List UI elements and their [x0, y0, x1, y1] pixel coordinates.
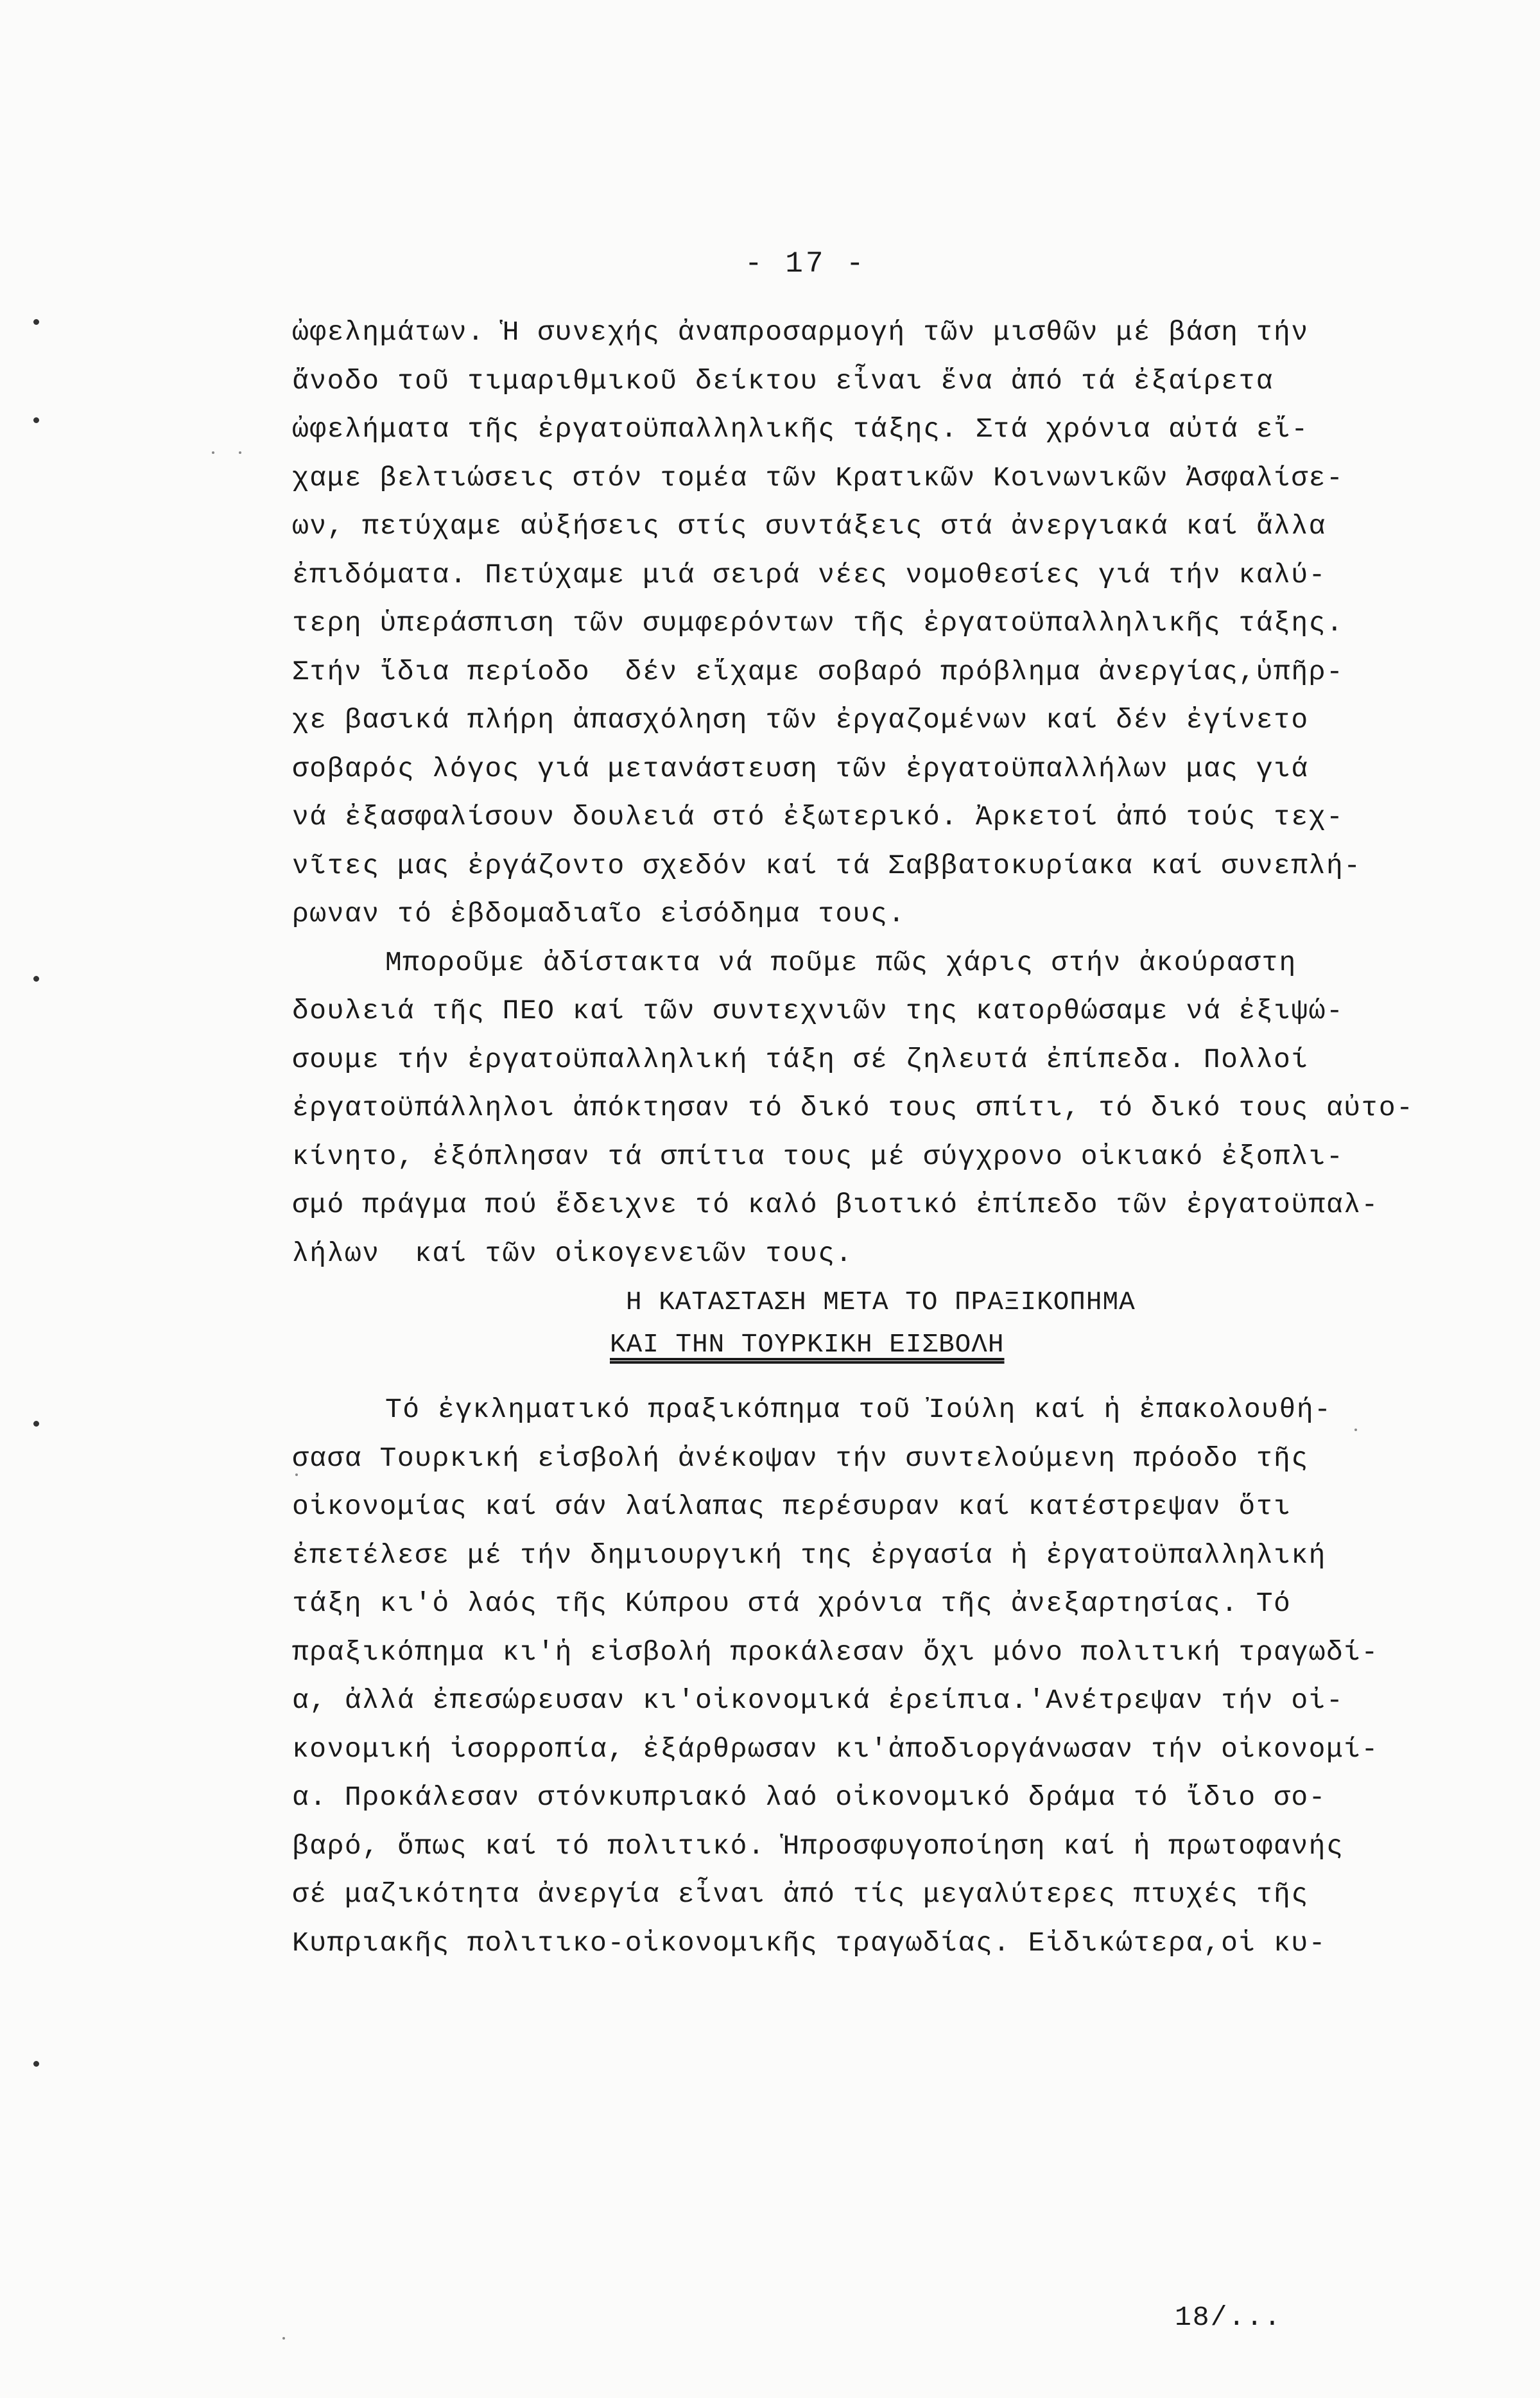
text-line: Στήν ἴδια περίοδο δέν εἴχαμε σοβαρό πρόβλημα ἀνεργίας,ὑπῆρ-	[292, 656, 1344, 688]
scan-speck	[282, 2337, 285, 2340]
text-line: νά ἐξασφαλίσουν δουλειά στό ἐξωτερικό. Ἀρκετοί ἀπό τούς τεχ-	[292, 801, 1344, 833]
text-line: ὠφελημάτων. Ἡ συνεχής ἀναπροσαρμογή τῶν μισθῶν μέ βάση τήν	[292, 317, 1309, 348]
text-line: σμό πράγμα πού ἔδειχνε τό καλό βιοτικό ἐπίπεδο τῶν ἐργατοϋπαλ-	[292, 1189, 1379, 1221]
text-line: τάξη κι'ὁ λαός τῆς Κύπρου στά χρόνια τῆς ἀνεξαρτησίας. Τό	[292, 1588, 1292, 1619]
page-number: - 17 -	[745, 247, 867, 281]
text-line: ἐπετέλεσε μέ τήν δημιουργική της ἐργασία ἡ ἐργατοϋπαλληλική	[292, 1539, 1326, 1571]
text-line: ἐργατοϋπάλληλοι ἀπόκτησαν τό δικό τους σπίτι, τό δικό τους αὐτο-	[292, 1092, 1414, 1124]
continuation-marker: 18/...	[1175, 2302, 1282, 2333]
text-line: πραξικόπημα κι'ἡ εἰσβολή προκάλεσαν ὄχι μόνο πολιτική τραγωδί-	[292, 1636, 1379, 1668]
text-line: Τό ἐγκληματικό πραξικόπημα τοῦ Ἰούλη καί ἡ ἐπακολουθή-	[385, 1394, 1332, 1425]
text-line: χαμε βελτιώσεις στόν τομέα τῶν Κρατικῶν Κοινωνικῶν Ἀσφαλίσε-	[292, 462, 1344, 494]
scan-speck	[212, 451, 214, 454]
paragraph-2	[292, 939, 1499, 1278]
body-text	[292, 308, 1499, 1967]
margin-mark	[33, 417, 39, 423]
text-line: νῖτες μας ἐργάζοντο σχεδόν καί τά Σαββατοκυρίακα καί συνεπλή-	[292, 849, 1362, 882]
text-line: ων, πετύχαμε αὐξήσεις στίς συντάξεις στά ἀνεργιακά καί ἄλλα	[292, 510, 1326, 542]
heading-line-1: Η ΚΑΤΑΣΤΑΣΗ ΜΕΤΑ ΤΟ ΠΡΑΞΙΚΟΠΗΜΑ	[626, 1288, 1136, 1317]
text-line: τερη ὑπεράσπιση τῶν συμφερόντων τῆς ἐργατοϋπαλληλικῆς τάξης.	[292, 607, 1344, 639]
margin-mark	[33, 1421, 39, 1427]
margin-mark	[33, 2061, 39, 2067]
text-line: α, ἀλλά ἐπεσώρευσαν κι'οἰκονομικά ἐρείπια.'Ανέτρεψαν τήν οἰ-	[292, 1685, 1344, 1716]
text-line: ὠφελήματα τῆς ἐργατοϋπαλληλικῆς τάξης. Στά χρόνια αὐτά εἴ-	[292, 413, 1309, 445]
text-line: σέ μαζικότητα ἀνεργία εἶναι ἀπό τίς μεγαλύτερες πτυχές τῆς	[292, 1879, 1309, 1910]
text-line: ρωναν τό ἑβδομαδιαῖο εἰσόδημα τους.	[292, 898, 906, 930]
text-line: Κυπριακῆς πολιτικο-οἰκονομικῆς τραγωδίας. Εἰδικώτερα,οἱ κυ-	[292, 1927, 1326, 1959]
text-line: κονομική ἰσορροπία, ἐξάρθρωσαν κι'ἀποδιοργάνωσαν τήν οἰκονομί-	[292, 1733, 1379, 1765]
heading-line-2: ΚΑΙ ΤΗΝ ΤΟΥΡΚΙΚΗ ΕΙΣΒΟΛΗ	[610, 1330, 1005, 1360]
text-line: βαρό, ὅπως καί τό πολιτικό. Ἡπροσφυγοποίηση καί ἡ πρωτοφανής	[292, 1830, 1344, 1862]
margin-mark	[33, 976, 39, 982]
text-line: σοβαρός λόγος γιά μετανάστευση τῶν ἐργατοϋπαλλήλων μας γιά	[292, 752, 1309, 785]
text-line: α. Προκάλεσαν στόνκυπριακό λαό οἰκονομικό δράμα τό ἴδιο σο-	[292, 1782, 1326, 1813]
text-line: λήλων καί τῶν οἰκογενειῶν τους.	[292, 1237, 853, 1269]
paragraph-1	[292, 308, 1499, 939]
paragraph-3	[292, 1386, 1499, 1967]
section-heading	[292, 1282, 1499, 1366]
text-line: Μποροῦμε ἀδίστακτα νά ποῦμε πῶς χάρις στήν ἀκούραστη	[385, 946, 1297, 978]
text-line: σασα Τουρκική εἰσβολή ἀνέκοψαν τήν συντελούμενη πρόοδο τῆς	[292, 1442, 1309, 1474]
text-line: ἐπιδόματα. Πετύχαμε μιά σειρά νέες νομοθεσίες γιά τήν καλύ-	[292, 559, 1326, 591]
text-line: ἄνοδο τοῦ τιμαριθμικοῦ δείκτου εἶναι ἕνα ἀπό τά ἐξαίρετα	[292, 365, 1274, 397]
margin-mark	[33, 319, 39, 325]
text-line: οἰκονομίας καί σάν λαίλαπας περέσυραν καί κατέστρεψαν ὅτι	[292, 1491, 1292, 1522]
text-line: χε βασικά πλήρη ἀπασχόληση τῶν ἐργαζομένων καί δέν ἐγίνετο	[292, 704, 1309, 736]
text-line: σουμε τήν ἐργατοϋπαλληλική τάξη σέ ζηλευτά ἐπίπεδα. Πολλοί	[292, 1043, 1309, 1075]
scan-speck	[239, 451, 241, 454]
text-line: κίνητο, ἐξόπλησαν τά σπίτια τους μέ σύγχρονο οἰκιακό ἐξοπλι-	[292, 1140, 1344, 1172]
text-line: δουλειά τῆς ΠΕΟ καί τῶν συντεχνιῶν της κατορθώσαμε νά ἐξιψώ-	[292, 995, 1344, 1027]
